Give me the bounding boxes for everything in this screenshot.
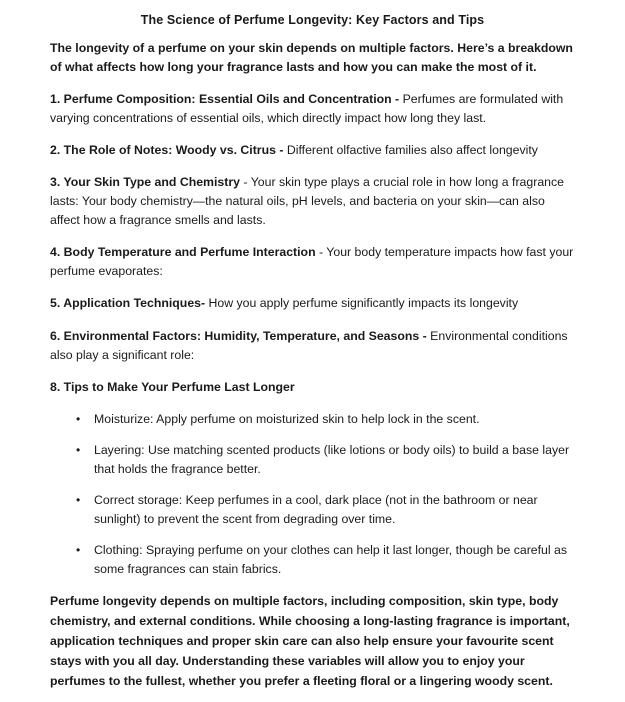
bullet-icon: • xyxy=(76,411,81,426)
page-title: The Science of Perfume Longevity: Key Factors and Tips xyxy=(140,13,485,27)
list-item-text: Layering: Use matching scented products (like lotions or body oils) to build a base layer that holds the fragrance better. xyxy=(94,442,570,476)
section-heading-3: 3. Your Skin Type and Chemistry xyxy=(50,175,240,190)
section-paragraph-6 xyxy=(50,327,575,365)
section-paragraph-1 xyxy=(50,90,575,128)
section-body-3: - Your skin type plays a crucial role in how long a fragrance lasts: Your body chemistry—the natural oils, pH levels, and bacteria on your skin—can also affect how a fragrance smells and lasts. xyxy=(50,175,564,228)
section-paragraph-5 xyxy=(50,294,575,313)
bullet-icon: • xyxy=(76,442,81,457)
section-heading-5: 5. Application Techniques- xyxy=(50,296,206,311)
list-item xyxy=(50,541,575,579)
bullet-icon: • xyxy=(76,492,81,507)
section-heading-7: 8. Tips to Make Your Perfume Last Longer xyxy=(50,379,295,394)
conclusion-paragraph: Perfume longevity depends on multiple factors, including composition, skin type, body chemistry, and external conditions. While choosing a long-lasting fragrance is important, application techniques and proper skin care can also help ensure your favourite scent stays with you all day. Understanding these variables will allow you to enjoy your perfumes to the fullest, whether you prefer a fleeting floral or a lingering woody scent. xyxy=(50,593,570,688)
section-paragraph-2 xyxy=(50,141,575,160)
section-heading-2: 2. The Role of Notes: Woody vs. Citrus - xyxy=(50,143,284,158)
list-item xyxy=(50,410,575,429)
section-body-6: Environmental conditions also play a significant role: xyxy=(50,328,568,362)
section-paragraph-3 xyxy=(50,173,575,230)
list-item xyxy=(50,491,575,529)
tips-list xyxy=(50,410,575,579)
list-item-text: Correct storage: Keep perfumes in a cool, dark place (not in the bathroom or near sunlight) to prevent the scent from degrading over time. xyxy=(94,492,538,526)
list-item-text: Clothing: Spraying perfume on your clothes can help it last longer, though be careful as some fragrances can stain fabrics. xyxy=(94,542,568,576)
bullet-icon: • xyxy=(76,542,81,557)
intro-paragraph: The longevity of a perfume on your skin depends on multiple factors. Here’s a breakdown of what affects how long your fragrance lasts and how you can make the most of it. xyxy=(50,41,573,75)
list-item-text: Moisturize: Apply perfume on moisturized skin to help lock in the scent. xyxy=(94,411,480,426)
section-heading-4: 4. Body Temperature and Perfume Interaction xyxy=(50,245,316,260)
section-paragraph-4 xyxy=(50,243,575,281)
list-item xyxy=(50,441,575,479)
section-body-1: Perfumes are formulated with varying concentrations of essential oils, which directly impact how long they last. xyxy=(50,92,564,126)
section-body-2: Different olfactive families also affect longevity xyxy=(283,143,538,158)
section-body-5: How you apply perfume significantly impacts its longevity xyxy=(205,296,519,311)
section-paragraph-7 xyxy=(50,378,575,397)
section-heading-1: 1. Perfume Composition: Essential Oils and Concentration - xyxy=(50,92,400,107)
section-body-4: - Your body temperature impacts how fast your perfume evaporates: xyxy=(50,245,574,279)
section-heading-6: 6. Environmental Factors: Humidity, Temperature, and Seasons - xyxy=(50,328,427,343)
